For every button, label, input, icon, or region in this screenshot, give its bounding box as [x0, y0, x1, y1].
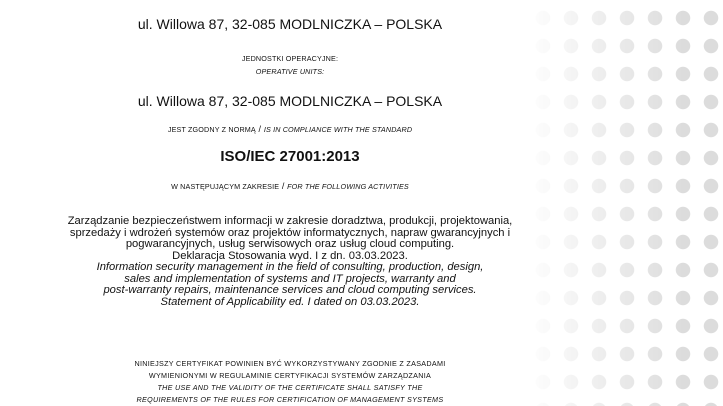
compliance-separator: / — [255, 124, 264, 134]
activities-en-line-2: sales and implementation of systems and IT projects, warranty and — [124, 272, 456, 285]
footer-en-line-2: REQUIREMENTS OF THE RULES FOR CERTIFICATION OF MANAGEMENT SYSTEMS — [136, 395, 444, 404]
activities-pl-line-2: sprzedaży i wdrożeń systemów oraz projektów informatycznych, napraw gwarancyjnych i — [69, 226, 511, 239]
operative-units-label-en: OPERATIVE UNITS: — [255, 67, 325, 76]
scope-label-en: FOR THE FOLLOWING ACTIVITIES — [287, 182, 409, 191]
compliance-label-pl: JEST ZGODNY Z NORMĄ — [167, 125, 256, 134]
operative-units-label-pl: JEDNOSTKI OPERACYJNE: — [241, 54, 339, 63]
activities-pl-line-3: pogwarancyjnych, usług serwisowych oraz usług cloud computing. — [125, 238, 455, 250]
footer-pl-line-1: NINIEJSZY CERTYFIKAT POWINIEN BYĆ WYKORZYSTYWANY ZGODNIE Z ZASADAMI — [134, 359, 446, 368]
soa-pl: Deklaracja Stosowania wyd. I z dn. 03.03.2023. — [172, 249, 408, 262]
compliance-statement — [0, 124, 580, 134]
company-address: ul. Willowa 87, 32-085 MODLNICZKA – POLSKA — [137, 16, 443, 32]
scope-label-pl: W NASTĘPUJĄCYM ZAKRESIE — [171, 182, 280, 191]
activities-en-line-3: post-warranty repairs, maintenance services and cloud computing services. — [103, 284, 477, 296]
activities-pl-line-1: Zarządzanie bezpieczeństwem informacji w zakresie doradztwa, produkcji, projektowania, — [67, 215, 513, 227]
soa-en: Statement of Applicability ed. I dated on 03.03.2023. — [160, 295, 420, 308]
scope-statement — [0, 181, 580, 191]
footer-pl-line-2: WYMIENIONYMI W REGULAMINIE CERTYFIKACJI SYSTEMÓW ZARZĄDZANIA — [148, 371, 432, 380]
footer-en-line-1: THE USE AND THE VALIDITY OF THE CERTIFICATE SHALL SATISFY THE — [157, 383, 423, 392]
operative-unit-address: ul. Willowa 87, 32-085 MODLNICZKA – POLSKA — [137, 93, 443, 109]
scope-separator: / — [279, 181, 288, 191]
standard-title: ISO/IEC 27001:2013 — [220, 148, 360, 165]
activities-en-line-1: Information security management in the field of consulting, production, design, — [96, 261, 484, 273]
compliance-label-en: IS IN COMPLIANCE WITH THE STANDARD — [263, 125, 413, 134]
